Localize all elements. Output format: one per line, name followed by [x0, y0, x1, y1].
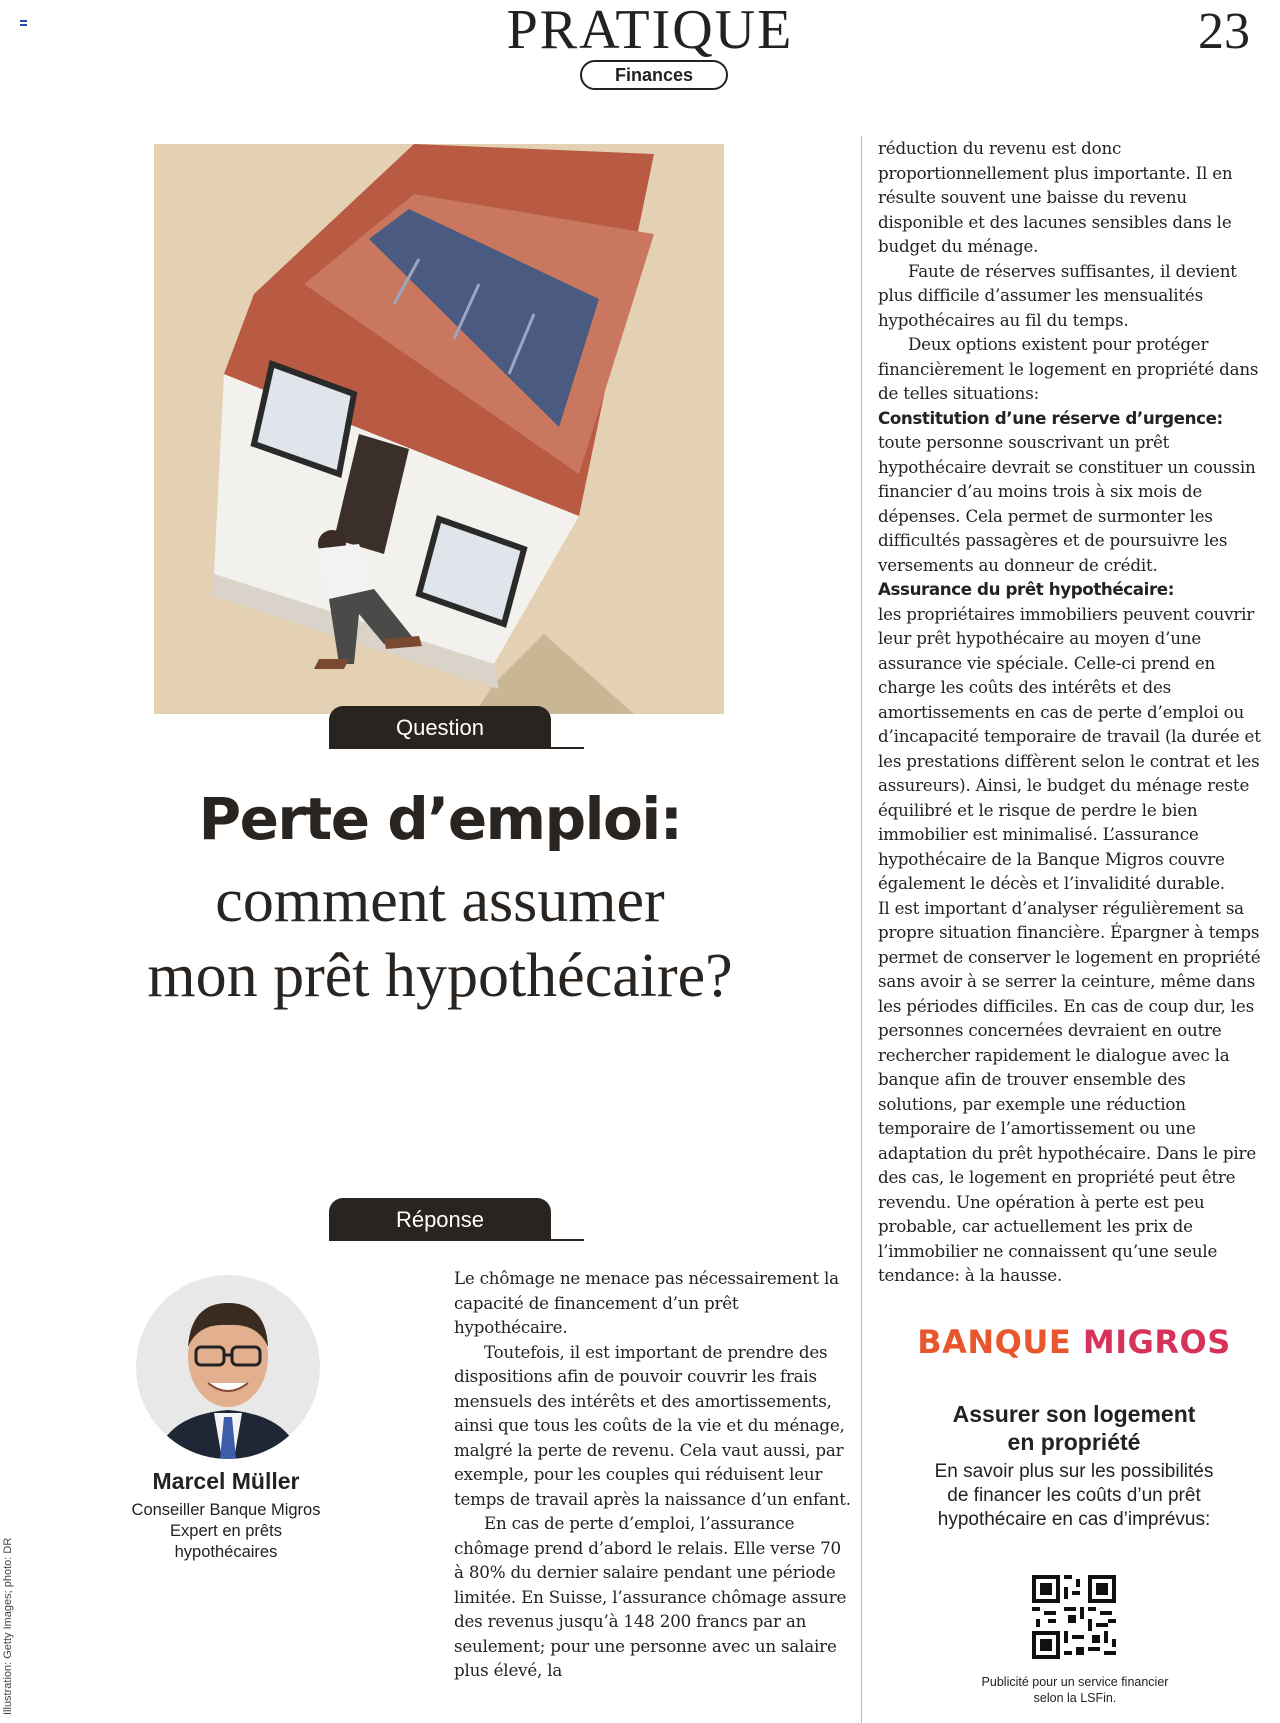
banque-migros-logo[interactable] — [878, 1323, 1270, 1361]
article-paragraph: Il est important d’analyser régulièrement sa propre situation financière. Épargner à temps permet de conserver le logement en propriété sans avoir à se serrer la ceinture, même dans les périodes difficiles. En cas de coup dur, les personnes concernées devraient en outre rechercher rapidement le dialogue avec la banque afin de trouver ensemble des solutions, par exemple une réduction temporaire de l’amortissement ou une adaptation du prêt hypothécaire. Dans le pire des cas, le logement en propriété peut être revendu. Une opération à perte est peu probable, car actuellement les prix de l’immobilier ne connaissent qu’une seule tendance: à la hausse. — [878, 897, 1261, 1285]
question-rule — [329, 747, 584, 749]
headline-line-2: comment assumer — [215, 867, 665, 935]
article-paragraph: Faute de réserves suffisantes, il devient plus difficile d’assumer les mensualités hypothécaires au fil du temps. — [878, 260, 1237, 330]
question-label: Question — [329, 706, 551, 748]
author-role-line: Conseiller Banque Migros — [131, 1501, 321, 1519]
page-number: 23 — [1198, 3, 1250, 60]
ad-footer — [900, 1674, 1250, 1706]
author-role — [90, 1500, 362, 1563]
author-portrait — [136, 1275, 320, 1459]
man-shoe-left — [314, 659, 349, 669]
author-role-line: hypothécaires — [174, 1543, 278, 1561]
logo-text-migros: MIGROS — [1082, 1323, 1231, 1361]
ad-text-line: En savoir plus sur les possibilités — [934, 1461, 1214, 1482]
logo-text: BANQUE — [917, 1323, 1083, 1361]
ad-title-line: Assurer son logement — [952, 1401, 1196, 1427]
author-name: Marcel Müller — [152, 1468, 300, 1494]
qr-code-svg — [1032, 1575, 1116, 1659]
article-paragraph: Toutefois, il est important de prendre des dispositions afin de pouvoir couvrir les frais mensuels des intérêts et des amortissements, ainsi que tous les coûts de la vie et du ménage, malgré la perte de revenu. Cela vaut aussi, par exemple, pour les couples qui réduisent leur temps de travail après la naissance d’un enfant. — [454, 1341, 851, 1509]
ad-text-line: hypothécaire en cas d’imprévus: — [937, 1509, 1211, 1530]
house-illustration — [154, 144, 724, 714]
person-icon — [136, 1275, 320, 1459]
ad-footer-line: selon la LSFin. — [1033, 1691, 1117, 1705]
column-divider — [861, 136, 862, 1723]
answer-rule — [329, 1239, 584, 1241]
article-paragraph: réduction du revenu est donc proportionnellement plus importante. Il en résulte souvent une baisse du revenu disponible et des lacunes sensibles dans le budget du ménage. — [878, 138, 1233, 256]
ad-title-line: en propriété — [1007, 1429, 1141, 1455]
author-role-line: Expert en prêts — [170, 1522, 282, 1540]
article-paragraph: toute personne souscrivant un prêt hypothécaire devrait se constituer un coussin financier d’au moins trois à six mois de dépenses. Cela permet de surmonter les difficultés passagères et de poursuivre les versements au donneur de crédit. — [878, 432, 1256, 575]
article-subheading: Assurance du prêt hypothécaire: — [878, 579, 1175, 599]
ad-text — [890, 1460, 1258, 1532]
ad-title — [878, 1400, 1270, 1456]
article-paragraph: les propriétaires immobiliers peuvent couvrir leur prêt hypothécaire au moyen d’une assurance vie spéciale. Celle-ci prend en charge les coûts des intérêts et des amortissements en cas de perte d’emploi ou d’incapacité temporaire de travail (la durée et les prestations diffèrent selon le contrat et les assureurs). Ainsi, le budget du ménage reste équilibré et le risque de perdre le bien immobilier est minimalisé. L’assurance hypothécaire de la Banque Migros couvre également le décès et l’invalidité durable. — [878, 603, 1261, 893]
house-illustration-svg — [154, 144, 724, 714]
flag-mark — [20, 20, 27, 26]
qr-code-icon[interactable] — [1032, 1575, 1116, 1659]
article-paragraph: En cas de perte d’emploi, l’assurance chômage prend d’abord le relais. Elle verse 70 à 80% du dernier salaire pendant une période limitée. En Suisse, l’assurance chômage assure des revenus jusqu’à 148 200 francs par an seulement; pour une personne avec un salaire plus élevé, la — [454, 1513, 847, 1680]
article-subheading: Constitution d’une réserve d’urgence: — [878, 407, 1223, 428]
headline-bold: Perte d’emploi: — [198, 785, 682, 853]
article-column-middle — [454, 1266, 854, 1683]
category-pill: Finances — [580, 60, 728, 90]
section-title: PRATIQUE — [506, 0, 794, 61]
answer-label: Réponse — [329, 1198, 551, 1240]
article-paragraph: Le chômage ne menace pas nécessairement la capacité de financement d’un prêt hypothécaire. — [454, 1268, 839, 1337]
article-column-right — [878, 136, 1270, 1288]
ad-footer-line: Publicité pour un service financier — [981, 1675, 1169, 1689]
image-credit: Illustration: Getty Images; photo: DR — [2, 1537, 14, 1715]
ad-text-line: de financer les coûts d’un prêt — [947, 1485, 1201, 1506]
headline-line-3: mon prêt hypothécaire? — [147, 942, 733, 1010]
article-paragraph: Deux options existent pour protéger financièrement le logement en propriété dans de telles situations: — [878, 334, 1259, 403]
